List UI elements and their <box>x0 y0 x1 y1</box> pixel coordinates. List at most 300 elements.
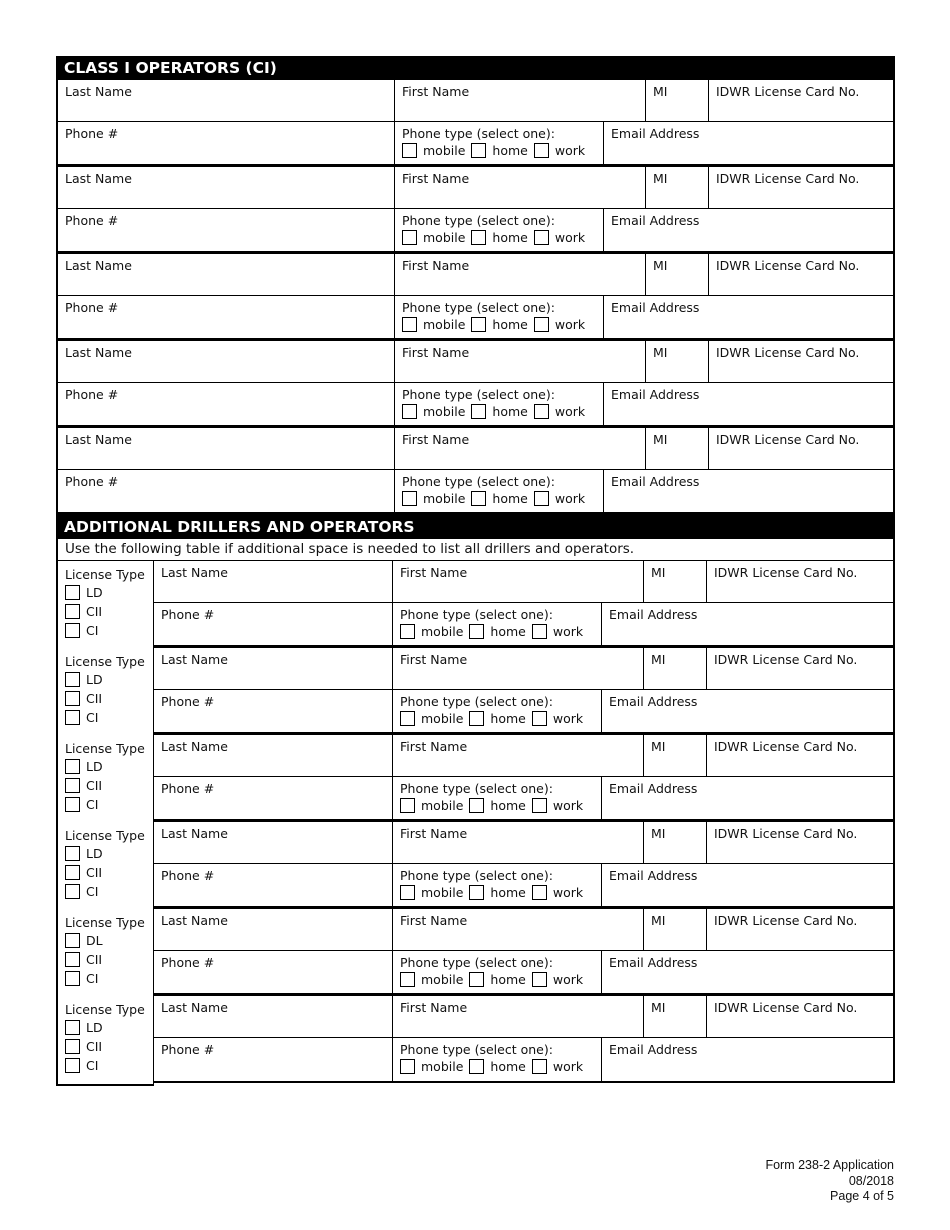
name-row <box>154 909 895 951</box>
phone-type-work[interactable]: work <box>532 972 583 987</box>
phone-type-mobile[interactable]: mobile <box>402 491 465 506</box>
phone-type-home[interactable]: home <box>471 230 527 245</box>
last-name-field[interactable] <box>58 167 394 208</box>
phone-row <box>154 603 895 648</box>
mi-field[interactable] <box>643 822 706 863</box>
phone-type-home[interactable]: home <box>469 1059 525 1074</box>
phone-label: Phone # <box>65 300 119 315</box>
checkbox-icon[interactable] <box>469 711 484 726</box>
first-name-label: First Name <box>402 84 470 99</box>
license-type-cell <box>56 996 154 1086</box>
phone-type-field <box>394 383 603 425</box>
checkbox-icon[interactable] <box>65 1020 80 1035</box>
license-type-option[interactable]: CI <box>65 884 153 903</box>
mi-field[interactable] <box>643 735 706 776</box>
license-card-label: IDWR License Card No. <box>716 258 860 273</box>
first-name-label: First Name <box>400 826 468 841</box>
checkbox-icon[interactable] <box>65 971 80 986</box>
license-type-cell <box>56 909 154 999</box>
first-name-field[interactable] <box>392 822 643 863</box>
license-card-label: IDWR License Card No. <box>714 826 858 841</box>
checkbox-icon[interactable] <box>65 778 80 793</box>
last-name-label: Last Name <box>161 565 228 580</box>
last-name-field[interactable] <box>154 996 392 1037</box>
first-name-label: First Name <box>402 258 470 273</box>
phone-type-mobile[interactable]: mobile <box>400 798 463 813</box>
first-name-field[interactable] <box>394 428 645 469</box>
mi-label: MI <box>651 913 666 928</box>
last-name-field[interactable] <box>154 822 392 863</box>
checkbox-icon[interactable] <box>65 884 80 899</box>
license-card-label: IDWR License Card No. <box>714 565 858 580</box>
first-name-field[interactable] <box>394 80 645 121</box>
phone-type-label: Phone type (select one): <box>400 1042 553 1057</box>
license-type-option[interactable]: LD <box>65 672 153 691</box>
checkbox-icon[interactable] <box>534 404 549 419</box>
checkbox-icon[interactable] <box>402 491 417 506</box>
checkbox-icon[interactable] <box>402 317 417 332</box>
phone-type-label: Phone type (select one): <box>400 955 553 970</box>
license-card-label: IDWR License Card No. <box>714 913 858 928</box>
checkbox-icon[interactable] <box>400 885 415 900</box>
phone-field[interactable] <box>58 470 394 512</box>
phone-type-home[interactable]: home <box>471 404 527 419</box>
mi-label: MI <box>653 345 668 360</box>
license-card-field[interactable] <box>708 80 893 121</box>
phone-type-field <box>394 209 603 251</box>
license-card-field[interactable] <box>708 167 893 208</box>
phone-type-work[interactable]: work <box>534 317 585 332</box>
license-type-option[interactable]: CI <box>65 1058 153 1077</box>
additional-entry <box>56 648 895 735</box>
license-type-label: License Type <box>65 828 145 843</box>
phone-type-field <box>392 951 601 993</box>
phone-label: Phone # <box>161 1042 215 1057</box>
name-row <box>154 735 895 777</box>
footer-date: 08/2018 <box>848 1173 894 1188</box>
first-name-field[interactable] <box>392 648 643 689</box>
last-name-field[interactable] <box>154 648 392 689</box>
additional-entry <box>56 909 895 996</box>
checkbox-icon[interactable] <box>65 585 80 600</box>
phone-type-work[interactable]: work <box>534 491 585 506</box>
license-type-option[interactable]: CII <box>65 952 153 971</box>
phone-type-home[interactable]: home <box>471 143 527 158</box>
checkbox-icon[interactable] <box>469 885 484 900</box>
license-card-field[interactable] <box>706 996 893 1037</box>
first-name-field[interactable] <box>394 254 645 295</box>
phone-type-home[interactable]: home <box>469 711 525 726</box>
first-name-field[interactable] <box>392 996 643 1037</box>
mi-label: MI <box>651 739 666 754</box>
phone-row <box>154 951 895 996</box>
license-card-label: IDWR License Card No. <box>716 432 860 447</box>
phone-field[interactable] <box>58 296 394 338</box>
footer-form-name: Form 238-2 Application <box>765 1158 894 1172</box>
license-type-cell <box>56 735 154 825</box>
checkbox-icon[interactable] <box>65 865 80 880</box>
phone-field[interactable] <box>154 690 392 732</box>
phone-type-home[interactable]: home <box>471 317 527 332</box>
license-type-label: License Type <box>65 567 145 582</box>
phone-field[interactable] <box>154 1038 392 1081</box>
last-name-field[interactable] <box>58 254 394 295</box>
checkbox-icon[interactable] <box>471 317 486 332</box>
checkbox-icon[interactable] <box>65 604 80 619</box>
license-type-option[interactable]: LD <box>65 759 153 778</box>
phone-type-home[interactable]: home <box>469 972 525 987</box>
license-card-label: IDWR License Card No. <box>714 652 858 667</box>
license-card-field[interactable] <box>706 822 893 863</box>
checkbox-icon[interactable] <box>534 230 549 245</box>
checkbox-icon[interactable] <box>65 1058 80 1073</box>
license-type-cell <box>56 648 154 738</box>
email-field[interactable] <box>601 690 893 732</box>
mi-label: MI <box>651 652 666 667</box>
phone-label: Phone # <box>65 474 119 489</box>
phone-row <box>56 122 895 167</box>
checkbox-icon[interactable] <box>65 846 80 861</box>
last-name-label: Last Name <box>161 652 228 667</box>
license-type-option[interactable]: CII <box>65 604 153 623</box>
license-type-option[interactable]: CI <box>65 710 153 729</box>
phone-label: Phone # <box>161 955 215 970</box>
mi-label: MI <box>651 1000 666 1015</box>
phone-type-mobile[interactable]: mobile <box>400 624 463 639</box>
license-card-label: IDWR License Card No. <box>716 345 860 360</box>
checkbox-icon[interactable] <box>469 972 484 987</box>
phone-type-field <box>394 296 603 338</box>
checkbox-icon[interactable] <box>402 143 417 158</box>
additional-entry <box>56 735 895 822</box>
checkbox-icon[interactable] <box>471 143 486 158</box>
phone-type-field <box>392 1038 601 1081</box>
checkbox-icon[interactable] <box>534 143 549 158</box>
first-name-field[interactable] <box>392 735 643 776</box>
last-name-label: Last Name <box>65 345 132 360</box>
license-card-label: IDWR License Card No. <box>714 739 858 754</box>
checkbox-icon[interactable] <box>469 1059 484 1074</box>
checkbox-icon[interactable] <box>65 1039 80 1054</box>
checkbox-icon[interactable] <box>400 711 415 726</box>
mi-label: MI <box>653 432 668 447</box>
phone-type-mobile[interactable]: mobile <box>402 404 465 419</box>
license-card-field[interactable] <box>706 909 893 950</box>
phone-field[interactable] <box>154 777 392 819</box>
email-label: Email Address <box>609 955 698 970</box>
license-type-cell <box>56 822 154 912</box>
last-name-label: Last Name <box>161 826 228 841</box>
checkbox-icon[interactable] <box>532 885 547 900</box>
checkbox-icon[interactable] <box>400 972 415 987</box>
name-row <box>56 80 895 122</box>
email-label: Email Address <box>609 868 698 883</box>
phone-label: Phone # <box>161 868 215 883</box>
mi-label: MI <box>653 171 668 186</box>
first-name-label: First Name <box>400 1000 468 1015</box>
license-type-label: License Type <box>65 654 145 669</box>
last-name-field[interactable] <box>58 80 394 121</box>
phone-field[interactable] <box>58 122 394 164</box>
phone-row <box>56 296 895 341</box>
last-name-label: Last Name <box>161 913 228 928</box>
phone-label: Phone # <box>65 126 119 141</box>
phone-type-field <box>392 777 601 819</box>
checkbox-icon[interactable] <box>534 491 549 506</box>
page-footer <box>765 1158 894 1205</box>
email-label: Email Address <box>609 1042 698 1057</box>
email-field[interactable] <box>601 951 893 993</box>
license-type-option[interactable]: LD <box>65 846 153 865</box>
mi-label: MI <box>653 258 668 273</box>
mi-label: MI <box>651 826 666 841</box>
phone-row <box>56 209 895 254</box>
mi-field[interactable] <box>645 80 708 121</box>
phone-label: Phone # <box>65 213 119 228</box>
email-field[interactable] <box>601 777 893 819</box>
phone-row <box>154 690 895 735</box>
additional-entry <box>56 996 895 1083</box>
mi-field[interactable] <box>645 341 708 382</box>
license-type-option[interactable]: CII <box>65 691 153 710</box>
phone-type-field <box>392 603 601 645</box>
first-name-field[interactable] <box>394 341 645 382</box>
last-name-label: Last Name <box>161 739 228 754</box>
license-type-option[interactable]: DL <box>65 933 153 952</box>
phone-field[interactable] <box>58 209 394 251</box>
phone-type-mobile[interactable]: mobile <box>400 885 463 900</box>
phone-type-mobile[interactable]: mobile <box>402 143 465 158</box>
checkbox-icon[interactable] <box>469 624 484 639</box>
checkbox-icon[interactable] <box>471 491 486 506</box>
additional-entry <box>56 561 895 648</box>
name-row <box>56 341 895 383</box>
mi-field[interactable] <box>645 167 708 208</box>
phone-type-field <box>392 690 601 732</box>
phone-type-label: Phone type (select one): <box>400 868 553 883</box>
phone-type-work[interactable]: work <box>534 143 585 158</box>
name-row <box>56 428 895 470</box>
phone-type-work[interactable]: work <box>532 885 583 900</box>
mi-label: MI <box>653 84 668 99</box>
phone-type-work[interactable]: work <box>534 230 585 245</box>
checkbox-icon[interactable] <box>65 759 80 774</box>
email-label: Email Address <box>609 781 698 796</box>
email-label: Email Address <box>611 126 700 141</box>
phone-type-mobile[interactable]: mobile <box>400 972 463 987</box>
checkbox-icon[interactable] <box>402 230 417 245</box>
checkbox-icon[interactable] <box>400 624 415 639</box>
last-name-field[interactable] <box>154 735 392 776</box>
mi-field[interactable] <box>643 909 706 950</box>
checkbox-icon[interactable] <box>471 404 486 419</box>
license-type-label: License Type <box>65 1002 145 1017</box>
first-name-label: First Name <box>400 565 468 580</box>
phone-type-mobile[interactable]: mobile <box>402 230 465 245</box>
class1-entry <box>56 341 895 428</box>
phone-type-home[interactable]: home <box>469 885 525 900</box>
license-type-option[interactable]: LD <box>65 1020 153 1039</box>
email-field[interactable] <box>603 122 893 164</box>
license-card-field[interactable] <box>708 428 893 469</box>
phone-type-home[interactable]: home <box>469 798 525 813</box>
last-name-field[interactable] <box>154 909 392 950</box>
phone-type-work[interactable]: work <box>532 711 583 726</box>
phone-type-work[interactable]: work <box>532 1059 583 1074</box>
license-card-label: IDWR License Card No. <box>716 171 860 186</box>
mi-field[interactable] <box>643 648 706 689</box>
mi-field[interactable] <box>643 561 706 602</box>
license-type-label: License Type <box>65 915 145 930</box>
checkbox-icon[interactable] <box>532 711 547 726</box>
phone-type-label: Phone type (select one): <box>402 387 555 402</box>
phone-label: Phone # <box>161 694 215 709</box>
footer-page-number: Page 4 of 5 <box>830 1189 894 1203</box>
checkbox-icon[interactable] <box>532 798 547 813</box>
phone-type-field <box>394 122 603 164</box>
email-label: Email Address <box>611 474 700 489</box>
phone-type-home[interactable]: home <box>471 491 527 506</box>
first-name-label: First Name <box>402 432 470 447</box>
license-card-label: IDWR License Card No. <box>716 84 860 99</box>
email-label: Email Address <box>609 694 698 709</box>
mi-field[interactable] <box>645 254 708 295</box>
license-card-field[interactable] <box>706 561 893 602</box>
phone-type-label: Phone type (select one): <box>402 126 555 141</box>
phone-type-work[interactable]: work <box>532 798 583 813</box>
license-type-option[interactable]: CI <box>65 971 153 990</box>
checkbox-icon[interactable] <box>400 798 415 813</box>
checkbox-icon[interactable] <box>65 691 80 706</box>
email-field[interactable] <box>601 864 893 906</box>
first-name-label: First Name <box>400 739 468 754</box>
phone-type-field <box>394 470 603 512</box>
phone-label: Phone # <box>161 781 215 796</box>
additional-header: ADDITIONAL DRILLERS AND OPERATORS <box>56 515 895 539</box>
first-name-label: First Name <box>402 345 470 360</box>
phone-row <box>154 777 895 822</box>
phone-type-label: Phone type (select one): <box>400 694 553 709</box>
name-row <box>56 167 895 209</box>
license-type-cell <box>56 561 154 651</box>
phone-field[interactable] <box>154 864 392 906</box>
email-field[interactable] <box>603 209 893 251</box>
checkbox-icon[interactable] <box>469 798 484 813</box>
checkbox-icon[interactable] <box>65 797 80 812</box>
last-name-label: Last Name <box>161 1000 228 1015</box>
class1-entry <box>56 428 895 515</box>
last-name-label: Last Name <box>65 84 132 99</box>
license-card-label: IDWR License Card No. <box>714 1000 858 1015</box>
class1-entry <box>56 254 895 341</box>
checkbox-icon[interactable] <box>534 317 549 332</box>
checkbox-icon[interactable] <box>532 624 547 639</box>
email-field[interactable] <box>603 470 893 512</box>
last-name-field[interactable] <box>154 561 392 602</box>
email-field[interactable] <box>601 1038 893 1081</box>
operators-form <box>56 56 895 1083</box>
first-name-field[interactable] <box>392 909 643 950</box>
license-type-option[interactable]: CII <box>65 778 153 797</box>
class1-entry <box>56 167 895 254</box>
email-field[interactable] <box>601 603 893 645</box>
license-type-option[interactable]: CII <box>65 1039 153 1058</box>
checkbox-icon[interactable] <box>65 933 80 948</box>
phone-type-label: Phone type (select one): <box>400 607 553 622</box>
checkbox-icon[interactable] <box>402 404 417 419</box>
first-name-field[interactable] <box>394 167 645 208</box>
phone-type-mobile[interactable]: mobile <box>400 1059 463 1074</box>
checkbox-icon[interactable] <box>65 952 80 967</box>
license-card-field[interactable] <box>708 254 893 295</box>
phone-field[interactable] <box>154 603 392 645</box>
phone-type-label: Phone type (select one): <box>400 781 553 796</box>
mi-field[interactable] <box>643 996 706 1037</box>
email-field[interactable] <box>603 383 893 425</box>
email-label: Email Address <box>611 300 700 315</box>
first-name-field[interactable] <box>392 561 643 602</box>
phone-type-field <box>392 864 601 906</box>
license-card-field[interactable] <box>706 648 893 689</box>
mi-label: MI <box>651 565 666 580</box>
phone-type-mobile[interactable]: mobile <box>402 317 465 332</box>
phone-type-mobile[interactable]: mobile <box>400 711 463 726</box>
first-name-label: First Name <box>402 171 470 186</box>
checkbox-icon[interactable] <box>532 972 547 987</box>
mi-field[interactable] <box>645 428 708 469</box>
checkbox-icon[interactable] <box>400 1059 415 1074</box>
checkbox-icon[interactable] <box>471 230 486 245</box>
last-name-label: Last Name <box>65 171 132 186</box>
email-label: Email Address <box>609 607 698 622</box>
last-name-field[interactable] <box>58 341 394 382</box>
checkbox-icon[interactable] <box>65 623 80 638</box>
license-type-option[interactable]: CI <box>65 797 153 816</box>
phone-row <box>56 383 895 428</box>
phone-field[interactable] <box>154 951 392 993</box>
phone-label: Phone # <box>65 387 119 402</box>
last-name-label: Last Name <box>65 432 132 447</box>
class1-entry <box>56 80 895 167</box>
email-field[interactable] <box>603 296 893 338</box>
license-card-field[interactable] <box>708 341 893 382</box>
license-type-label: License Type <box>65 741 145 756</box>
phone-row <box>154 1038 895 1083</box>
phone-field[interactable] <box>58 383 394 425</box>
checkbox-icon[interactable] <box>65 672 80 687</box>
class1-header: CLASS I OPERATORS (CI) <box>56 56 895 80</box>
license-card-field[interactable] <box>706 735 893 776</box>
license-type-option[interactable]: CI <box>65 623 153 642</box>
last-name-label: Last Name <box>65 258 132 273</box>
checkbox-icon[interactable] <box>532 1059 547 1074</box>
name-row <box>154 561 895 603</box>
phone-type-home[interactable]: home <box>469 624 525 639</box>
phone-row <box>154 864 895 909</box>
phone-type-work[interactable]: work <box>532 624 583 639</box>
first-name-label: First Name <box>400 913 468 928</box>
last-name-field[interactable] <box>58 428 394 469</box>
license-type-option[interactable]: CII <box>65 865 153 884</box>
license-type-option[interactable]: LD <box>65 585 153 604</box>
name-row <box>154 822 895 864</box>
first-name-label: First Name <box>400 652 468 667</box>
phone-row <box>56 470 895 515</box>
checkbox-icon[interactable] <box>65 710 80 725</box>
additional-entry <box>56 822 895 909</box>
phone-type-work[interactable]: work <box>534 404 585 419</box>
email-label: Email Address <box>611 387 700 402</box>
